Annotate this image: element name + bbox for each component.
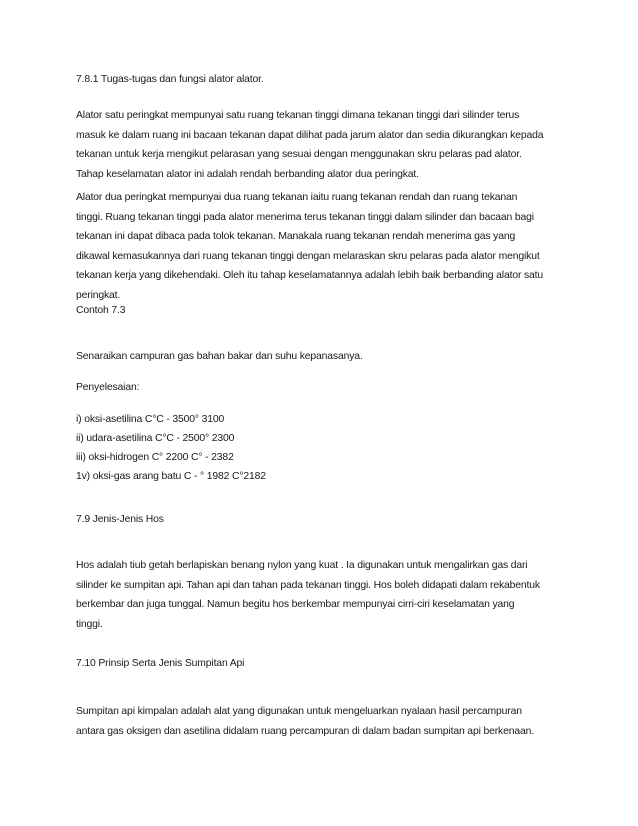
paragraph-line: tekanan untuk kerja mengikut pelarasan yang sesuai dengan menggunakan skru pelaras pad alator.	[76, 149, 522, 160]
paragraph-line: tinggi.	[76, 618, 103, 630]
example-label: Contoh 7.3	[76, 305, 126, 316]
solution-item: ii) udara-asetilina C°C - 2500° 2300	[76, 433, 235, 444]
paragraph-line: dikawal kemasukannya dari ruang tekanan tinggi dengan melaraskan skru pelaras pada alator mengikut	[76, 250, 540, 262]
solution-item: 1v) oksi-gas arang batu C - ° 1982 C°2182	[76, 471, 266, 482]
paragraph-line: peringkat.	[76, 289, 121, 301]
paragraph-line: tekanan kerja yang dikehendaki. Oleh itu tahap keselamatannya adalah lebih baik berbanding alator satu	[76, 270, 544, 281]
paragraph-line: Hos adalah tiub getah berlapiskan benang nylon yang kuat . Ia digunakan untuk mengalirkan gas dari	[76, 560, 528, 571]
paragraph-alator-satu-peringkat	[76, 106, 576, 184]
paragraph-line: masuk ke dalam ruang ini bacaan tekanan dapat dilihat pada jarum alator dan sedia dikurangkan kepada	[76, 129, 544, 141]
paragraph-line: berkembar dan juga tunggal. Namun begitu hos berkembar mempunyai cirri-ciri keselamatan yang	[76, 599, 515, 610]
section-heading-7-8-1: 7.8.1 Tugas-tugas dan fungsi alator alator.	[76, 74, 264, 85]
section-heading-7-9: 7.9 Jenis-Jenis Hos	[76, 514, 164, 525]
paragraph-line: antara gas oksigen dan asetilina didalam ruang percampuran di dalam badan sumpitan api berkenaan.	[76, 725, 534, 737]
paragraph-alator-dua-peringkat	[76, 188, 576, 305]
section-heading-7-10: 7.10 Prinsip Serta Jenis Sumpitan Api	[76, 658, 245, 669]
solution-label: Penyelesaian:	[76, 382, 140, 393]
paragraph-line: Alator satu peringkat mempunyai satu ruang tekanan tinggi dimana tekanan tinggi dari silinder terus	[76, 110, 520, 121]
paragraph-line: Tahap keselamatan alator ini adalah rendah berbanding alator dua peringkat.	[76, 168, 419, 180]
paragraph-line: Sumpitan api kimpalan adalah alat yang digunakan untuk mengeluarkan nyalaan hasil percampuran	[76, 706, 522, 717]
solution-item: iii) oksi-hidrogen C° 2200 C° - 2382	[76, 452, 234, 463]
paragraph-line: tekanan ini dapat dibaca pada tolok tekanan. Manakala ruang tekanan rendah menerima gas yang	[76, 231, 516, 242]
solution-item: i) oksi-asetilina C°C - 3500° 3100	[76, 414, 225, 425]
paragraph-line: Alator dua peringkat mempunyai dua ruang tekanan iaitu ruang tekanan rendah dan ruang tekanan	[76, 192, 518, 203]
example-question: Senaraikan campuran gas bahan bakar dan suhu kepanasanya.	[76, 351, 363, 362]
solution-list	[76, 410, 576, 486]
paragraph-sumpitan-api	[76, 702, 576, 741]
paragraph-jenis-hos	[76, 556, 576, 634]
paragraph-line: silinder ke sumpitan api. Tahan api dan tahan pada tekanan tinggi. Hos boleh didapati dalam rekabentuk	[76, 579, 540, 591]
paragraph-line: tinggi. Ruang tekanan tinggi pada alator menerima terus tekanan tinggi dalam silinder dan bacaan bagi	[76, 211, 534, 223]
